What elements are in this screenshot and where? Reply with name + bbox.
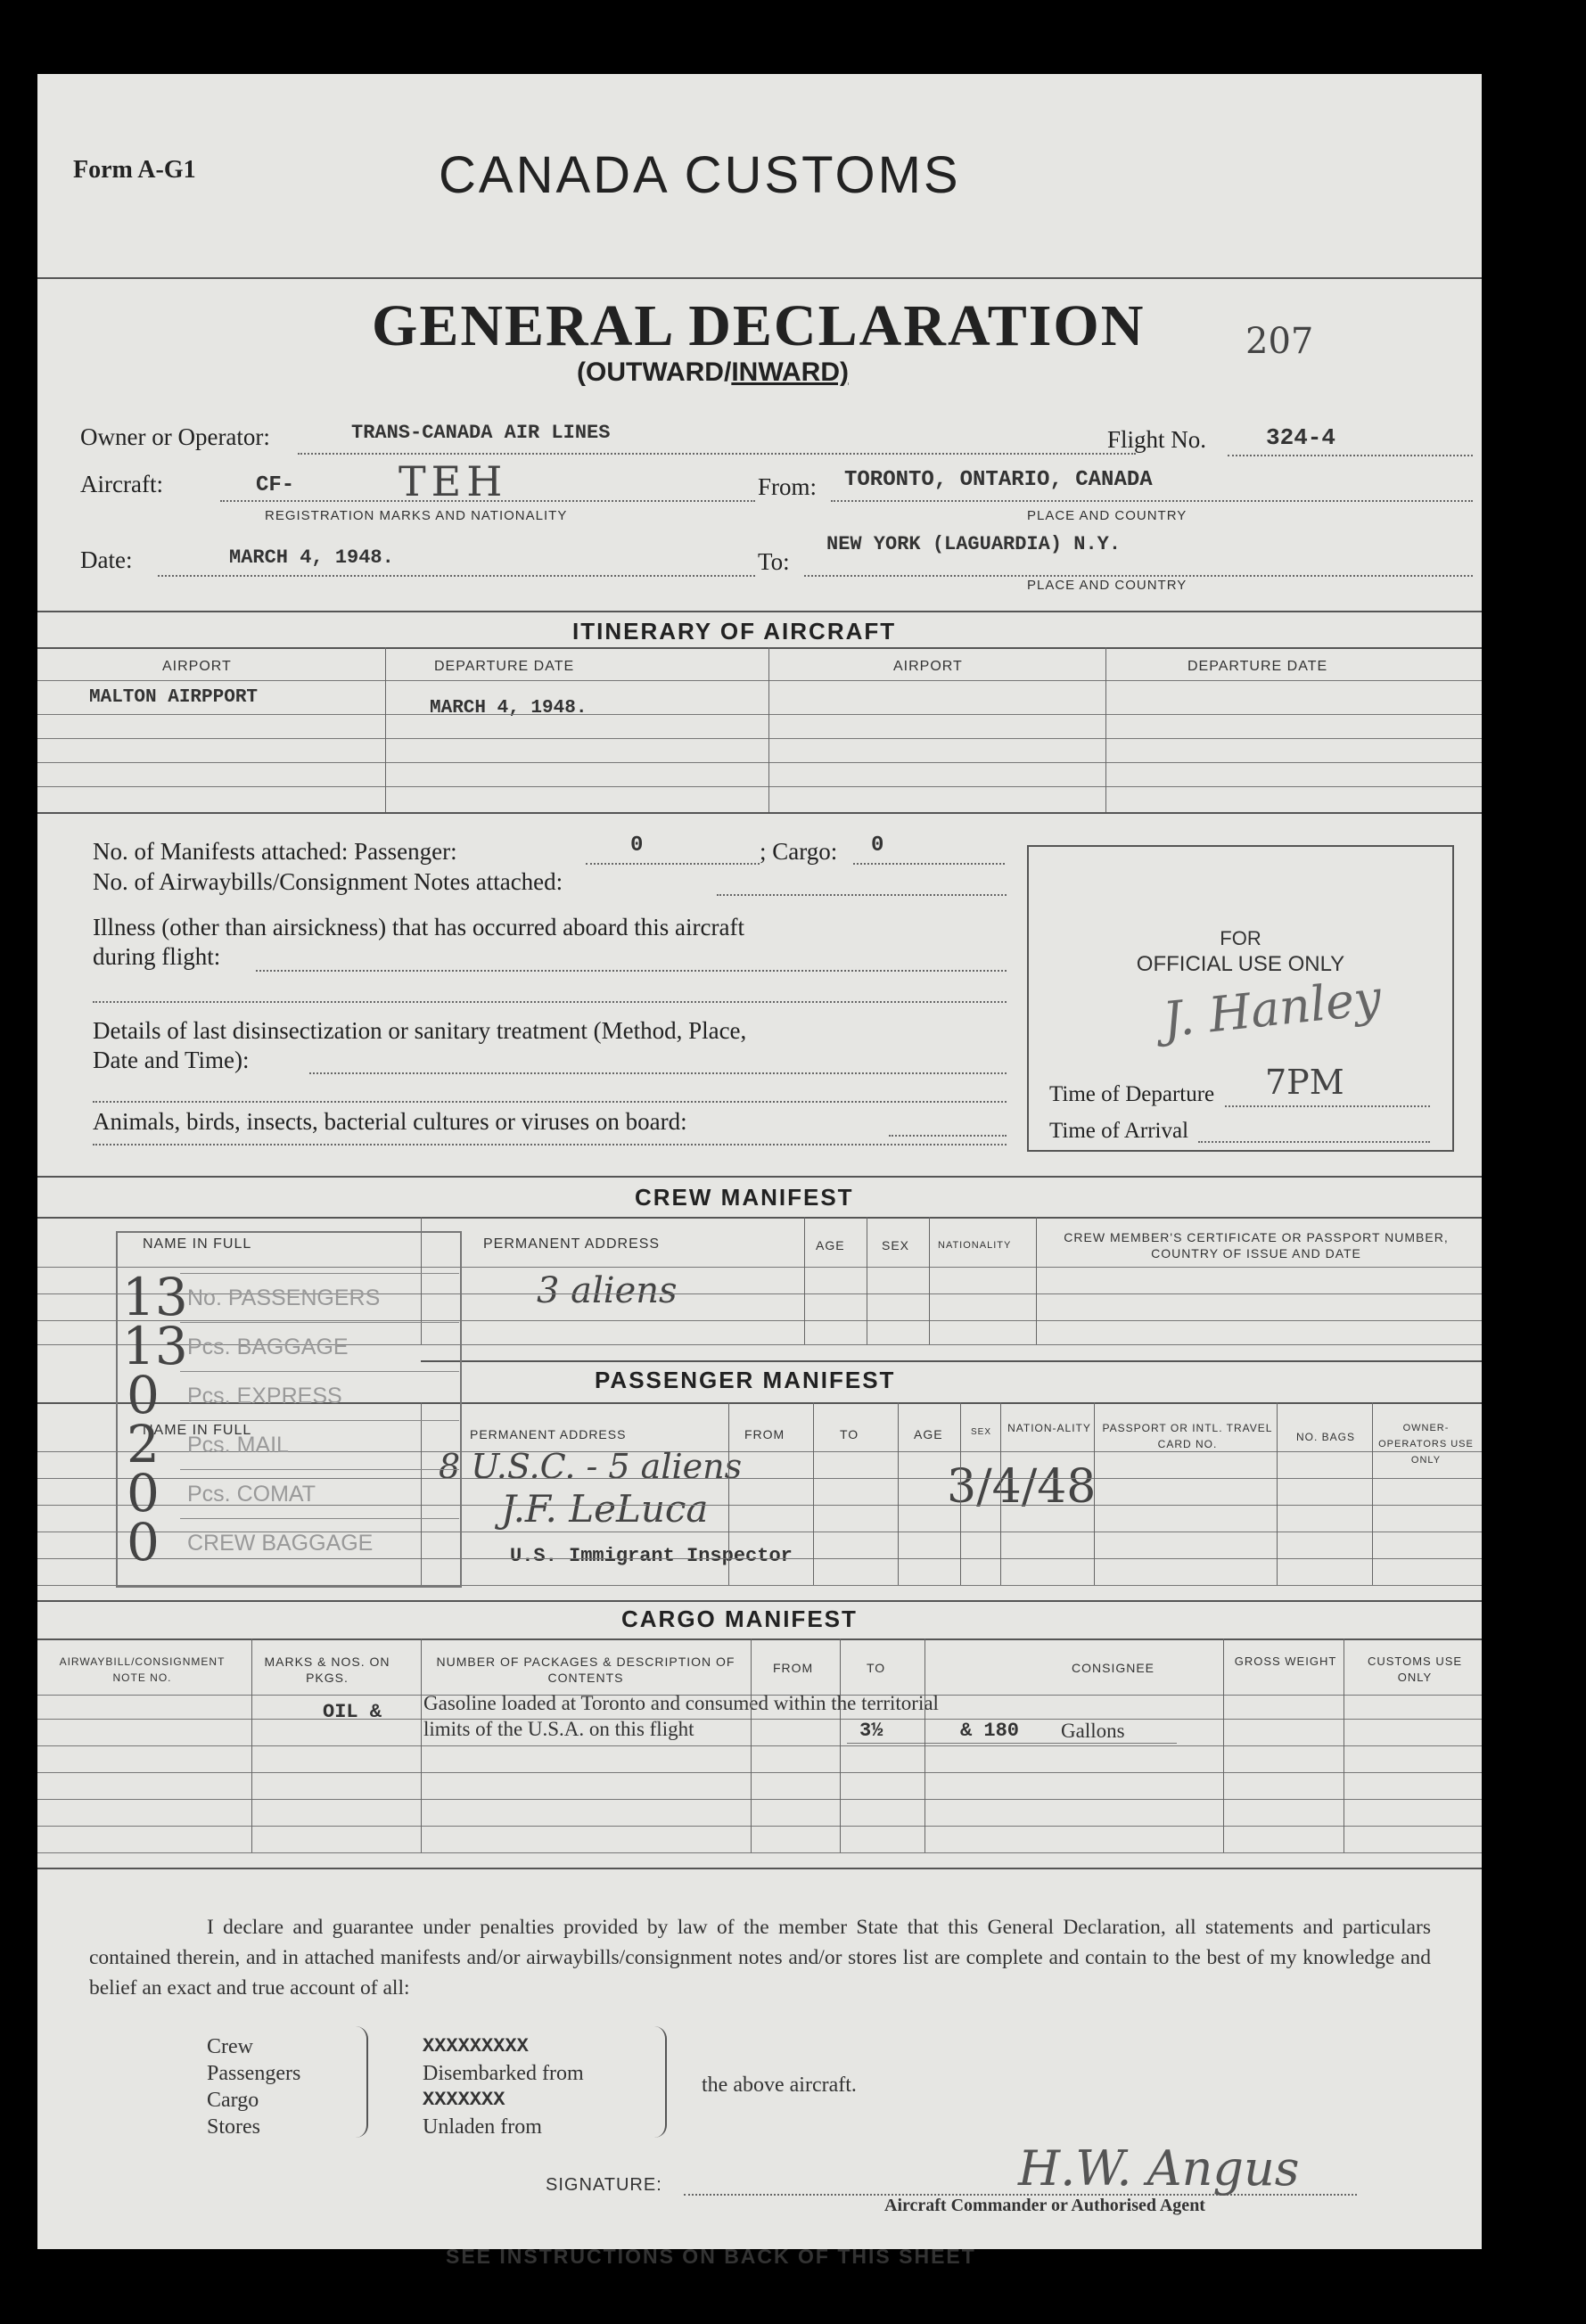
aircraft-label: Aircraft: bbox=[80, 471, 163, 497]
outward-label: (OUTWARD bbox=[577, 357, 724, 387]
inspector-title: U.S. Immigrant Inspector bbox=[510, 1545, 793, 1567]
itinerary-col-airport-1: AIRPORT bbox=[162, 659, 232, 674]
itinerary-date-1: MARCH 4, 1948. bbox=[430, 698, 588, 719]
stamp-value-baggage: 13 bbox=[122, 1316, 188, 1376]
aircraft-registration: TEH bbox=[399, 457, 508, 505]
flight-value: 324-4 bbox=[1266, 424, 1336, 451]
illness-label-2: during flight: bbox=[93, 943, 221, 970]
declaration-list-left bbox=[207, 2033, 300, 2140]
passenger-col-name: NAME IN FULL bbox=[143, 1423, 252, 1438]
commander-label: Aircraft Commander or Authorised Agent bbox=[884, 2196, 1205, 2215]
to-place-caption: PLACE AND COUNTRY bbox=[1027, 578, 1187, 593]
list-laden-struck: XXXXXXX bbox=[423, 2089, 505, 2111]
stamp-value-passengers: 13 bbox=[122, 1267, 188, 1327]
cargo-qty-2: & 180 bbox=[960, 1720, 1020, 1742]
form-number: Form A-G1 bbox=[73, 156, 196, 184]
stamp-value-mail: 2 bbox=[127, 1414, 160, 1474]
passenger-date-note: 3/4/48 bbox=[947, 1460, 1097, 1514]
crew-col-name: NAME IN FULL bbox=[143, 1236, 252, 1252]
stamp-row-baggage: Pcs. BAGGAGE bbox=[180, 1322, 459, 1372]
cargo-col-gross: GROSS WEIGHT bbox=[1234, 1655, 1337, 1668]
commander-signature: H.W. Angus bbox=[1018, 2140, 1300, 2197]
list-passengers: Passengers bbox=[207, 2062, 301, 2085]
cargo-manifests-label: ; Cargo: bbox=[760, 838, 838, 865]
from-label: From: bbox=[758, 473, 818, 500]
aircraft-prefix: CF- bbox=[256, 473, 295, 497]
crew-col-nationality: NATIONALITY bbox=[938, 1240, 1012, 1251]
cargo-qty-1: 3½ bbox=[859, 1720, 883, 1742]
list-crew: Crew bbox=[207, 2035, 253, 2058]
crew-heading: CREW MANIFEST bbox=[635, 1184, 854, 1211]
cargo-oil: OIL & bbox=[323, 1701, 382, 1723]
agency-title: CANADA CUSTOMS bbox=[439, 146, 961, 204]
manifests-label: No. of Manifests attached: Passenger: bbox=[93, 838, 457, 865]
passenger-col-age: AGE bbox=[914, 1427, 943, 1441]
date-label: Date: bbox=[80, 546, 133, 573]
passenger-col-from: FROM bbox=[744, 1427, 785, 1441]
list-stores: Stores bbox=[207, 2115, 260, 2139]
passenger-col-sex: SEX bbox=[971, 1427, 992, 1437]
document-number: 207 bbox=[1245, 321, 1314, 362]
cargo-col-description: NUMBER OF PACKAGES & DESCRIPTION OF CONTENTS bbox=[436, 1655, 735, 1685]
official-use-box bbox=[1027, 845, 1454, 1152]
crew-col-age: AGE bbox=[816, 1238, 845, 1252]
list-cargo: Cargo bbox=[207, 2089, 259, 2112]
cargo-col-airwaybill: AIRWAYBILL/CONSIGNMENT NOTE NO. bbox=[59, 1655, 226, 1684]
owner-value: TRANS-CANADA AIR LINES bbox=[351, 422, 611, 444]
from-place-caption: PLACE AND COUNTRY bbox=[1027, 508, 1187, 523]
passenger-col-address: PERMANENT ADDRESS bbox=[470, 1427, 627, 1441]
inspector-signature: J.F. LeLuca bbox=[501, 1487, 709, 1531]
cargo-col-customs: CUSTOMS USE ONLY bbox=[1367, 1655, 1463, 1684]
passenger-note: 8 U.S.C. - 5 aliens bbox=[439, 1447, 743, 1486]
cargo-col-to: TO bbox=[867, 1661, 886, 1675]
declaration-list-mid bbox=[423, 2033, 584, 2140]
cargo-unit: Gallons bbox=[1061, 1720, 1125, 1742]
cargo-manifests-value: 0 bbox=[871, 834, 884, 858]
passenger-col-to: TO bbox=[840, 1427, 859, 1441]
itinerary-col-date-2: DEPARTURE DATE bbox=[1187, 659, 1328, 674]
cargo-col-consignee: CONSIGNEE bbox=[1072, 1661, 1155, 1675]
to-label: To: bbox=[758, 548, 790, 575]
passenger-col-bags: NO. BAGS bbox=[1295, 1431, 1355, 1443]
stamp-row-crew-baggage: CREW BAGGAGE bbox=[180, 1518, 459, 1568]
arrival-time-label: Time of Arrival bbox=[1049, 1119, 1189, 1143]
passenger-heading: PASSENGER MANIFEST bbox=[595, 1367, 896, 1393]
stamp-row-mail: Pcs. MAIL bbox=[180, 1420, 459, 1470]
left-brace bbox=[354, 2026, 368, 2138]
crew-col-address: PERMANENT ADDRESS bbox=[483, 1236, 661, 1252]
stamp-row-comat: Pcs. COMAT bbox=[180, 1469, 459, 1519]
inward-label: INWARD) bbox=[731, 357, 849, 387]
cargo-line-2: limits of the U.S.A. on this flight bbox=[423, 1718, 694, 1740]
owner-label: Owner or Operator: bbox=[80, 423, 270, 450]
departure-time-value: 7PM bbox=[1265, 1063, 1344, 1102]
passenger-col-nationality: NATION-ALITY bbox=[1007, 1422, 1091, 1434]
passenger-manifests-value: 0 bbox=[630, 834, 644, 858]
passenger-col-owner: OWNER-OPERATORS USE ONLY bbox=[1378, 1423, 1474, 1466]
above-aircraft: the above aircraft. bbox=[702, 2074, 857, 2097]
animals-label: Animals, birds, insects, bacterial cultures or viruses on board: bbox=[93, 1108, 687, 1135]
crew-note: 3 aliens bbox=[537, 1270, 678, 1311]
date-value: MARCH 4, 1948. bbox=[229, 546, 394, 569]
registration-caption: REGISTRATION MARKS AND NATIONALITY bbox=[265, 508, 568, 523]
direction-subtitle bbox=[577, 357, 849, 388]
stamp-row-passengers: No. PASSENGERS bbox=[180, 1273, 459, 1323]
stamp-value-express: 0 bbox=[127, 1365, 160, 1425]
itinerary-col-date-1: DEPARTURE DATE bbox=[434, 659, 575, 674]
slash: / bbox=[723, 357, 732, 387]
crew-col-sex: SEX bbox=[882, 1238, 910, 1252]
list-disembarked: Disembarked from bbox=[423, 2062, 584, 2085]
declaration-text: I declare and guarantee under penalties provided by law of the member State that this General Declaration, all statements and particulars contained therein, and in attached manifests and/or airwaybills/consignment notes and/or stores list are complete and contain to the best of my knowledge and belief an exact and true account of all: bbox=[89, 1916, 1431, 2000]
cargo-col-from: FROM bbox=[773, 1661, 814, 1675]
cargo-line-1: Gasoline loaded at Toronto and consumed within the territorial bbox=[423, 1692, 939, 1714]
airwaybills-label: No. of Airwaybills/Consignment Notes attached: bbox=[93, 868, 563, 895]
flight-label: Flight No. bbox=[1107, 426, 1207, 453]
signature-label: SIGNATURE: bbox=[546, 2175, 662, 2195]
passenger-col-passport: PASSPORT OR INTL. TRAVEL CARD NO. bbox=[1102, 1422, 1273, 1450]
stamp-value-crew-baggage: 0 bbox=[127, 1512, 160, 1573]
disinsect-label-2: Date and Time): bbox=[93, 1047, 250, 1073]
official-signature: J. Hanley bbox=[1160, 969, 1385, 1048]
cargo-heading: CARGO MANIFEST bbox=[621, 1605, 858, 1632]
stamp-row-express: Pcs. EXPRESS bbox=[180, 1371, 459, 1421]
list-embarked-struck: XXXXXXXXX bbox=[423, 2035, 529, 2057]
itinerary-airport-1: MALTON AIRPPORT bbox=[89, 687, 259, 708]
list-unladen: Unladen from bbox=[423, 2115, 542, 2139]
official-use-label: OFFICIAL USE ONLY bbox=[1136, 952, 1345, 976]
declaration-sheet bbox=[37, 74, 1482, 2268]
disinsect-label: Details of last disinsectization or sanitary treatment (Method, Place, bbox=[93, 1017, 747, 1044]
illness-label: Illness (other than airsickness) that has occurred aboard this aircraft bbox=[93, 914, 744, 940]
cargo-col-marks: MARKS & NOS. ON PKGS. bbox=[264, 1655, 390, 1685]
right-brace bbox=[653, 2026, 667, 2138]
stamp-value-comat: 0 bbox=[127, 1463, 160, 1523]
footer-instructions: SEE INSTRUCTIONS ON BACK OF THIS SHEET bbox=[446, 2245, 976, 2268]
official-for-label: FOR bbox=[1220, 927, 1261, 949]
itinerary-col-airport-2: AIRPORT bbox=[893, 659, 963, 674]
itinerary-heading: ITINERARY OF AIRCRAFT bbox=[572, 618, 897, 645]
from-value: TORONTO, ONTARIO, CANADA bbox=[844, 468, 1153, 492]
crew-col-certificate: CREW MEMBER'S CERTIFICATE OR PASSPORT NUMBER, COUNTRY OF ISSUE AND DATE bbox=[1064, 1230, 1449, 1261]
document-title: GENERAL DECLARATION bbox=[372, 293, 1146, 358]
departure-time-label: Time of Departure bbox=[1049, 1082, 1215, 1106]
to-value: NEW YORK (LAGUARDIA) N.Y. bbox=[826, 533, 1122, 555]
